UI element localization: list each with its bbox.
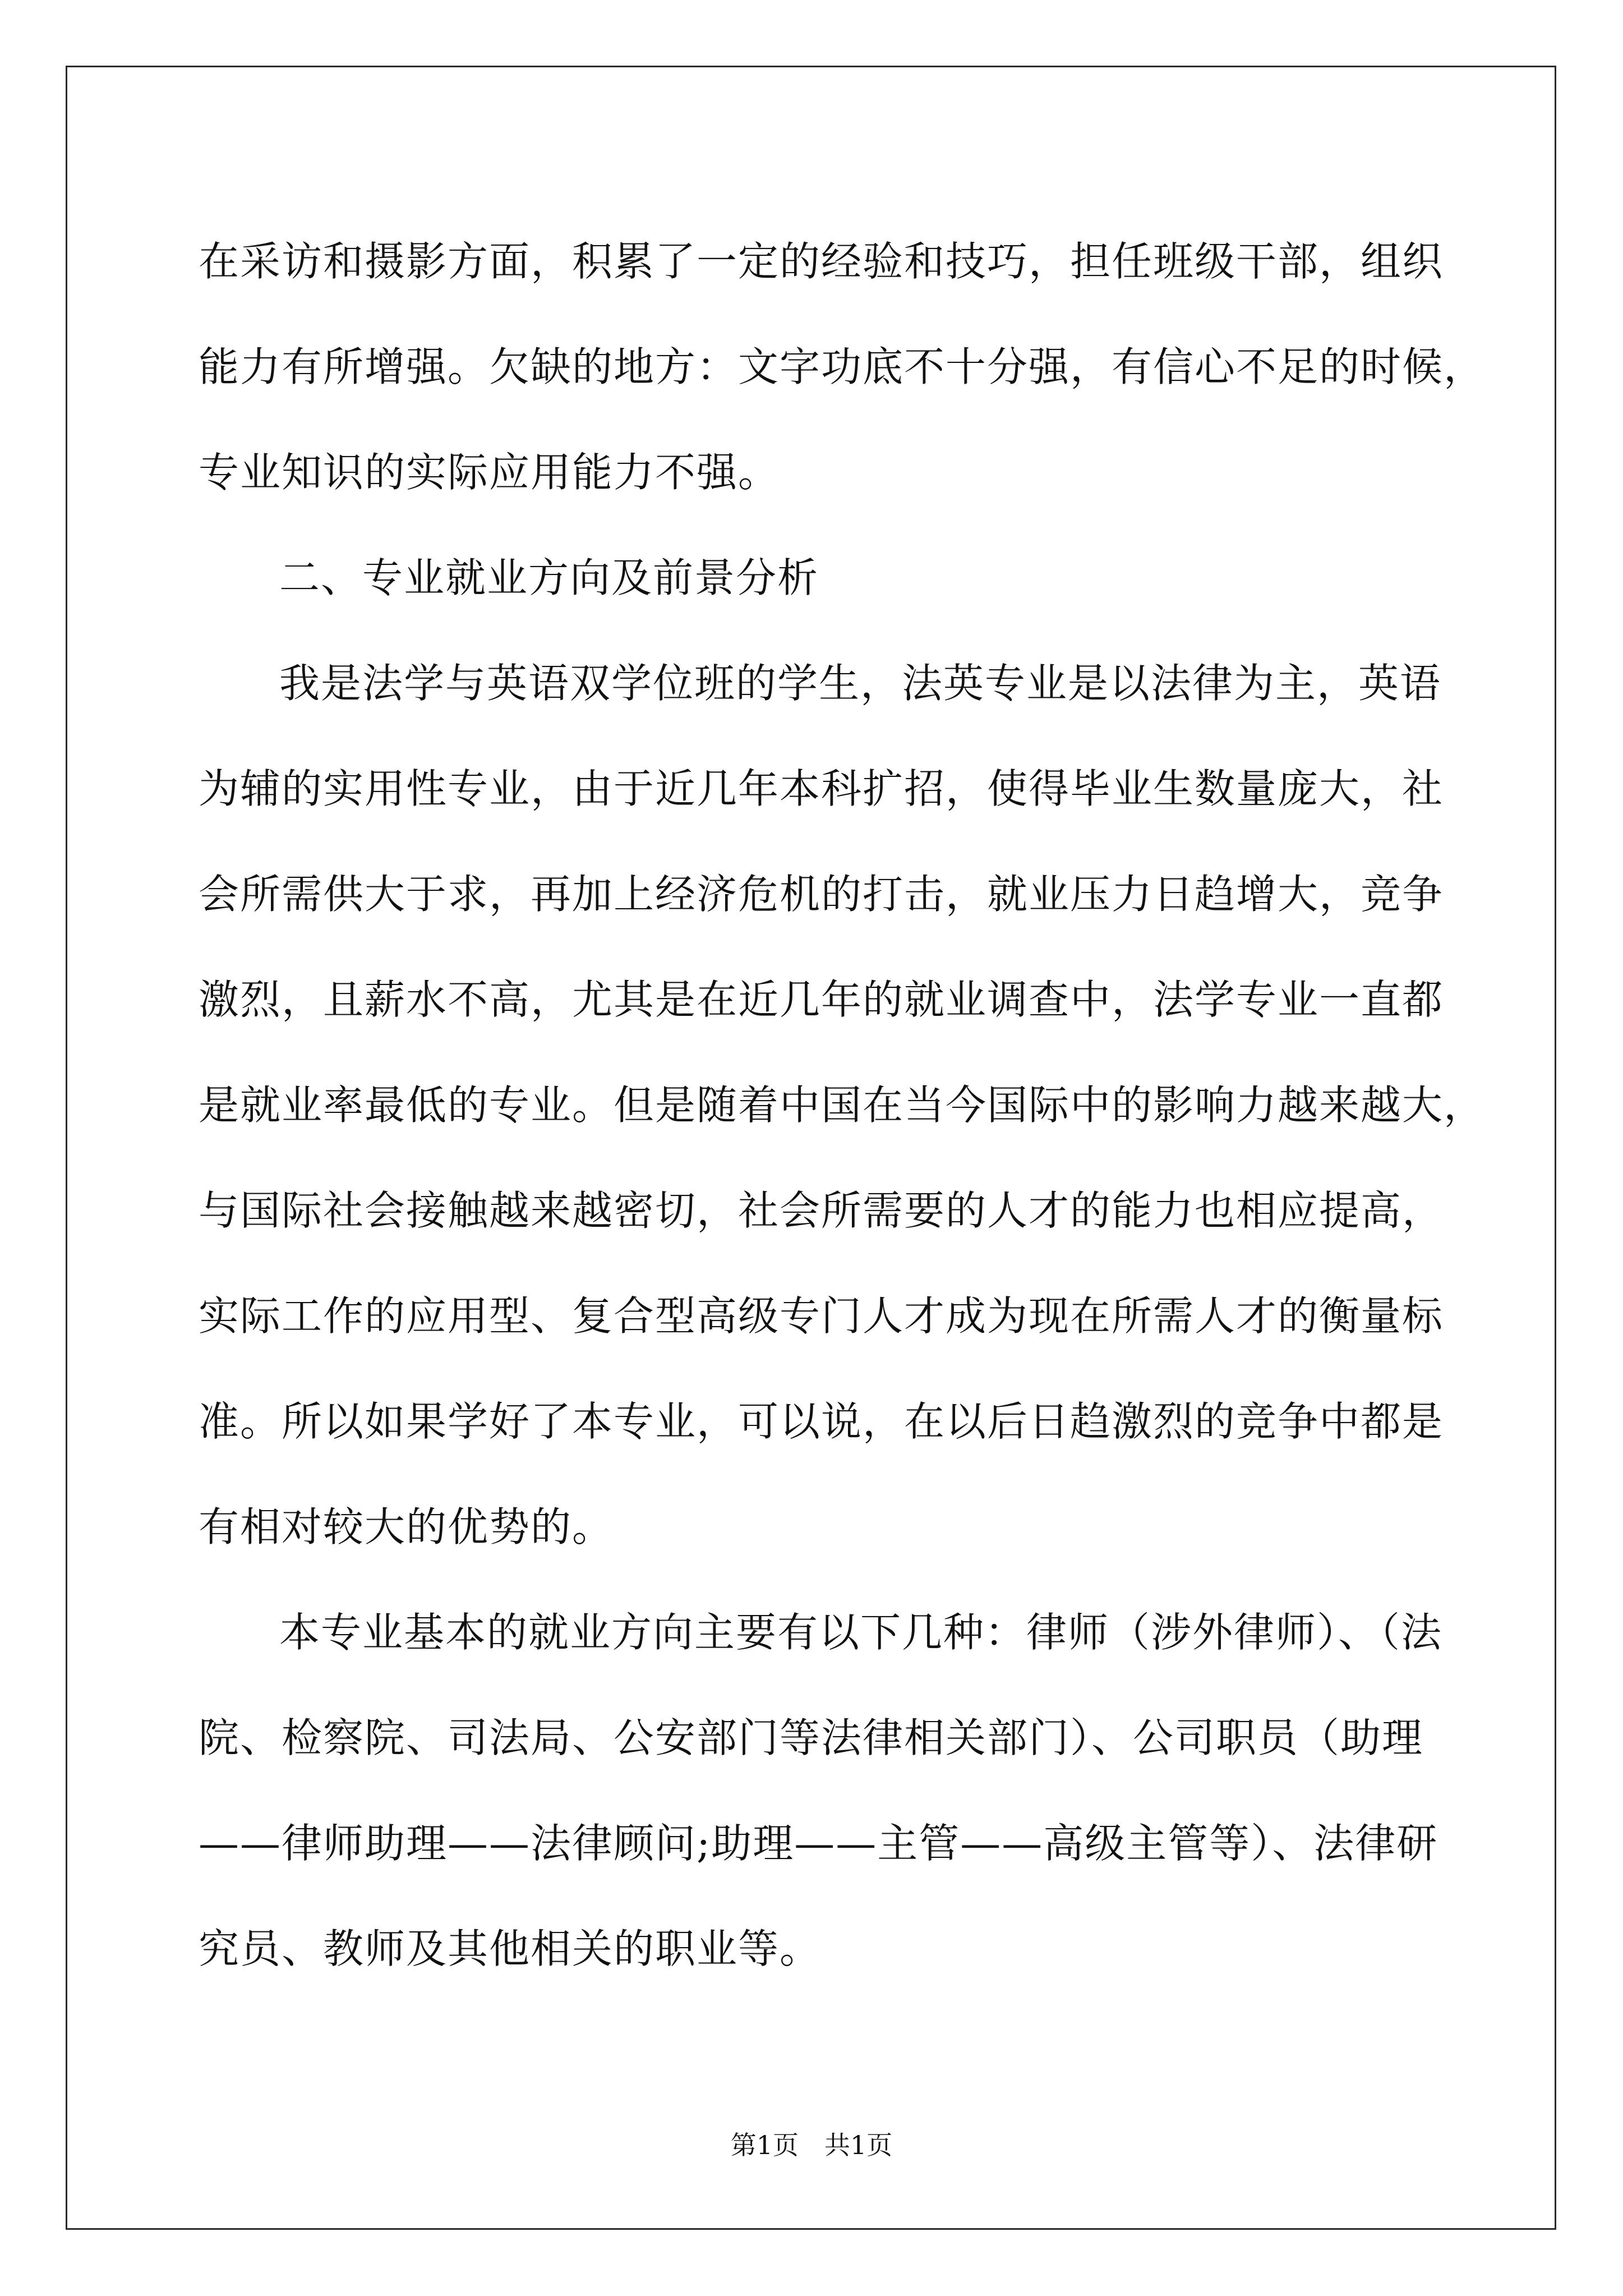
text-line: 为辅的实用性专业，由于近几年本科扩招，使得毕业生数量庞大，社: [199, 765, 1444, 812]
text-line: ——律师助理——法律顾问;助理——主管——高级主管等）、法律研: [199, 1820, 1438, 1867]
text-line: 实际工作的应用型、复合型高级专门人才成为现在所需人才的衡量标: [199, 1292, 1444, 1340]
document-body: [199, 209, 1486, 2001]
text-line: 在采访和摄影方面，积累了一定的经验和技巧，担任班级干部，组织: [199, 238, 1444, 285]
text-line: 与国际社会接触越来越密切，社会所需要的人才的能力也相应提高，: [199, 1187, 1444, 1234]
text-line: 专业知识的实际应用能力不强。: [199, 449, 780, 496]
text-line: 能力有所增强。欠缺的地方：文字功底不十分强，有信心不足的时候，: [199, 343, 1486, 390]
text-line: 本专业基本的就业方向主要有以下几种：律师（涉外律师）、（法: [279, 1609, 1443, 1656]
text-line: 激烈，且薪水不高，尤其是在近几年的就业调查中，法学专业一直都: [199, 976, 1444, 1023]
section-heading: 二、专业就业方向及前景分析: [279, 554, 819, 601]
page-number: 第1页 共1页: [730, 2130, 893, 2160]
text-line: 院、检察院、司法局、公安部门等法律相关部门）、公司职员（助理: [199, 1714, 1424, 1761]
text-line: 我是法学与英语双学位班的学生，法英专业是以法律为主，英语: [279, 660, 1442, 707]
text-line: 有相对较大的优势的。: [199, 1503, 614, 1550]
text-line: 是就业率最低的专业。但是随着中国在当今国际中的影响力越来越大，: [199, 1082, 1486, 1129]
text-line: 会所需供大于求，再加上经济危机的打击，就业压力日趋增大，竞争: [199, 871, 1444, 918]
text-line: 究员、教师及其他相关的职业等。: [199, 1925, 822, 1972]
text-line: 准。所以如果学好了本专业，可以说，在以后日趋激烈的竞争中都是: [199, 1398, 1444, 1445]
